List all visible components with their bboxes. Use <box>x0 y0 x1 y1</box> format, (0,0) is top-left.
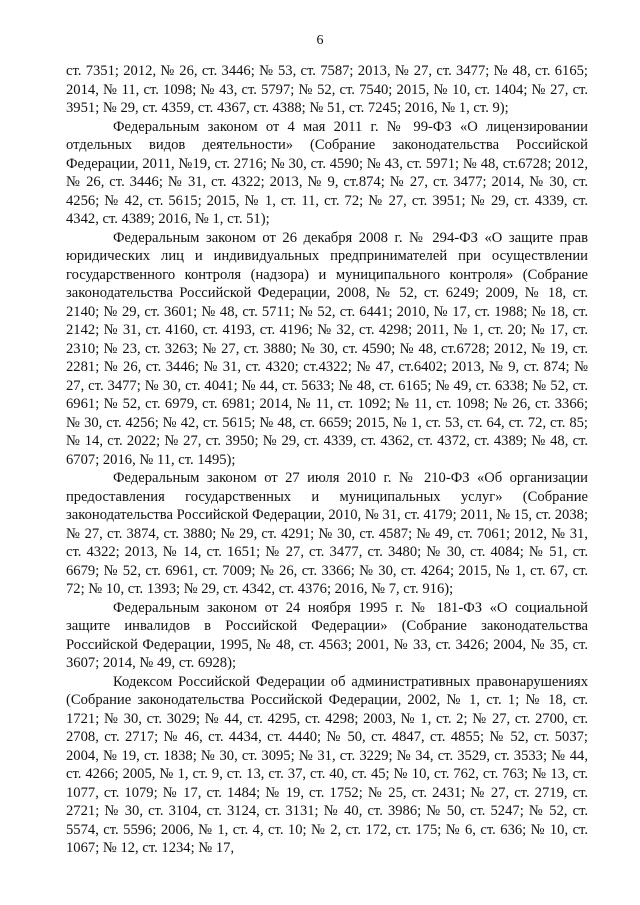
paragraph-citation-continuation: ст. 7351; 2012, № 26, ст. 3446; № 53, ст. 7587; 2013, № 27, ст. 3477; № 48, ст. 6165; 2014, № 11, ст. 1098; № 43, ст. 5797; № 52, ст. 7540; 2015, № 10, ст. 1404; № 27, ст. 3951; № 29, ст. 4359, ст. 4367, ст. 4388; № 51, ст. 7245; 2016, № 1, ст. 9); <box>66 63 588 116</box>
paragraph-law-181fz: Федеральным законом от 24 ноября 1995 г. № 181-ФЗ «О социальной защите инвалидов в Российской Федерации» (Собрание законодательства Российской Федерации, 1995, № 48, ст. 4563; 2001, № 33, ст. 3426; 2004, № 35, ст. 3607; 2014, № 49, ст. 6928); <box>66 599 588 671</box>
paragraph-law-294fz: Федеральным законом от 26 декабря 2008 г. № 294-ФЗ «О защите прав юридических лиц и индивидуальных предпринимателей при осуществлении государственного контроля (надзора) и муниципального контроля» (Собрание законодательства Российской Федерации, 2008, № 52, ст. 6249; 2009, № 18, ст. 2140; № 29, ст. 3601; № 48, ст. 5711; № 52, ст. 6441; 2010, № 17, ст. 1988; № 18, ст. 2142; № 31, ст. 4160, ст. 4193, ст. 4196; № 32, ст. 4298; 2011, № 1, ст. 20; № 17, ст. 2310; № 23, ст. 3263; № 27, ст. 3880; № 30, ст. 4590; № 48, ст.6728; 2012, № 19, ст. 2281; № 26, ст. 3446; № 31, ст. 4320; ст.4322; № 47, ст.6402; 2013, № 9, ст. 874; № 27, ст. 3477; № 30, ст. 4041; № 44, ст. 5633; № 48, ст. 6165; № 49, ст. 6338; № 52, ст. 6961; № 52, ст. 6979, ст. 6981; 2014, № 11, ст. 1092; № 11, ст. 1098; № 26, ст. 3366; № 30, ст. 4256; № 42, ст. 5615; № 48, ст. 6659; 2015, № 1, ст. 53, ст. 64, ст. 72, ст. 85; № 14, ст. 2022; № 27, ст. 3950; № 29, ст. 4339, ст. 4362, ст. 4372, ст. 4389; № 48, ст. 6707; 2016, № 11, ст. 1495); <box>66 229 588 468</box>
page-number: 6 <box>316 33 324 48</box>
paragraph-law-99fz: Федеральным законом от 4 мая 2011 г. № 99-ФЗ «О лицензировании отдельных видов деятельности» (Собрание законодательства Российской Федерации, 2011, №19, ст. 2716; № 30, ст. 4590; № 43, ст. 5971; № 48, ст.6728; 2012, № 26, ст. 3446; № 31, ст. 4322; 2013, № 9, ст.874; № 27, ст. 3477; 2014, № 30, ст. 4256; № 42, ст. 5615; 2015, № 1, ст. 11, ст. 72; № 27, ст. 3951; № 29, ст. 4339, ст. 4342, ст. 4389; 2016, № 1, ст. 51); <box>66 118 588 227</box>
document-body <box>66 62 588 858</box>
paragraph-law-210fz: Федеральным законом от 27 июля 2010 г. № 210-ФЗ «Об организации предоставления государственных и муниципальных услуг» (Собрание законодательства Российской Федерации, 2010, № 31, ст. 4179; 2011, № 15, ст. 2038; № 27, ст. 3874, ст. 3880; № 29, ст. 4291; № 30, ст. 4587; № 49, ст. 7061; 2012, № 31, ст. 4322; 2013, № 14, ст. 1651; № 27, ст. 3477, ст. 3480; № 30, ст. 4084; № 51, ст. 6679; № 52, ст. 6961, ст. 7009; № 26, ст. 3366; № 30, ст. 4264; 2015, № 1, ст. 67, ст. 72; № 10, ст. 1393; № 29, ст. 4342, ст. 4376; 2016, № 7, ст. 916); <box>66 470 588 597</box>
paragraph-koap: Кодексом Российской Федерации об административных правонарушениях (Собрание законодательства Российской Федерации, 2002, № 1, ст. 1; № 18, ст. 1721; № 30, ст. 3029; № 44, ст. 4295, ст. 4298; 2003, № 1, ст. 2; № 27, ст. 2700, ст. 2708, ст. 2717; № 46, ст. 4434, ст. 4440; № 50, ст. 4847, ст. 4855; № 52, ст. 5037; 2004, № 19, ст. 1838; № 30, ст. 3095; № 31, ст. 3229; № 34, ст. 3529, ст. 3533; № 44, ст. 4266; 2005, № 1, ст. 9, ст. 13, ст. 37, ст. 40, ст. 45; № 10, ст. 762, ст. 763; № 13, ст. 1077, ст. 1079; № 17, ст. 1484; № 19, ст. 1752; № 25, ст. 2431; № 27, ст. 2719, ст. 2721; № 30, ст. 3104, ст. 3124, ст. 3131; № 40, ст. 3986; № 50, ст. 5247; № 52, ст. 5574, ст. 5596; 2006, № 1, ст. 4, ст. 10; № 2, ст. 172, ст. 175; № 6, ст. 636; № 10, ст. 1067; № 12, ст. 1234; № 17, <box>66 673 588 856</box>
